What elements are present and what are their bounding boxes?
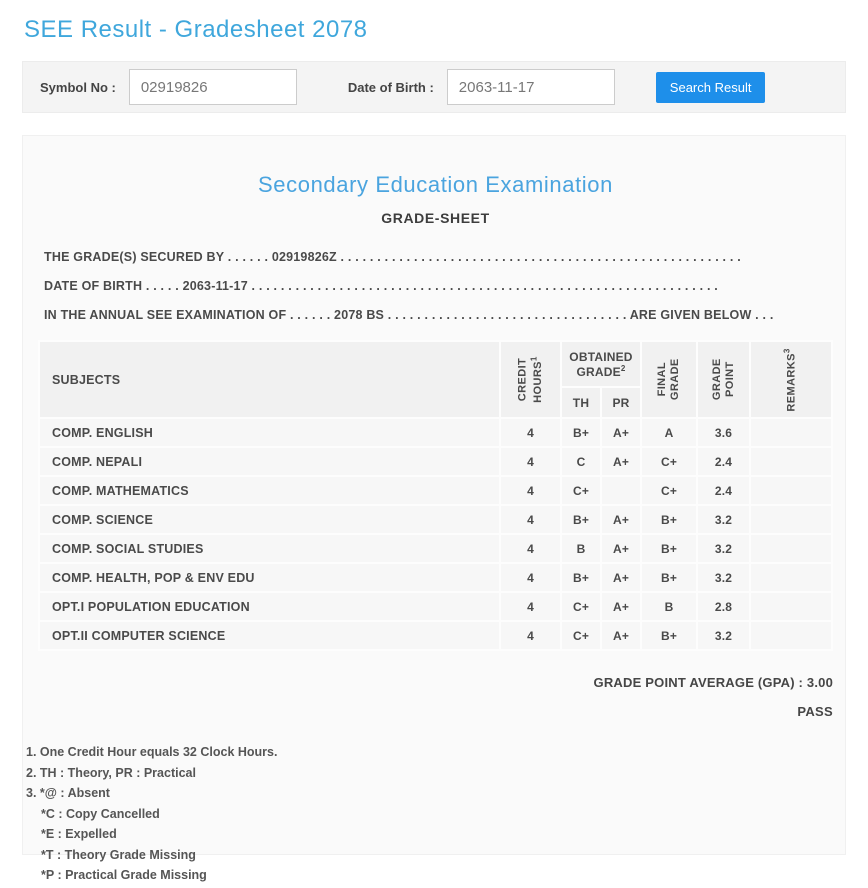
final-grade-cell: B+ <box>642 564 696 591</box>
symbol-no-input[interactable] <box>129 69 297 105</box>
remarks-cell <box>751 477 831 504</box>
pr-grade-cell: A+ <box>602 419 640 446</box>
grade-point-cell: 3.2 <box>698 564 749 591</box>
pr-grade-cell: A+ <box>602 448 640 475</box>
grade-point-cell: 3.2 <box>698 535 749 562</box>
gradesheet-card <box>22 135 846 882</box>
header-credit-hours: CREDIT HOURS$^1$ <box>501 342 560 417</box>
th-grade-cell: B+ <box>562 419 600 446</box>
intro-line-date-of-birth: DATE OF BIRTH . . . . . 2063-11-17 . . . . . . . . . . . . . . . . . . . . . . . . . . . . . . . . . . . . . . . . . . . . . . . . . . . . . . . . . . . . . . . . <box>44 279 718 293</box>
credit-cell: 4 <box>501 622 560 649</box>
footnotes <box>26 742 833 886</box>
subject-cell: OPT.I POPULATION EDUCATION <box>40 593 499 620</box>
header-subjects: SUBJECTS <box>40 342 499 417</box>
footnote-item: *E : Expelled <box>41 827 117 841</box>
footnote-item: *T : Theory Grade Missing <box>41 847 196 862</box>
intro-line-grades-secured: THE GRADE(S) SECURED BY . . . . . . 02919826Z . . . . . . . . . . . . . . . . . . . . . . . . . . . . . . . . . . . . . . . . . . . . . . . . . . . . . . . <box>44 250 741 264</box>
table-row <box>40 564 831 591</box>
th-grade-cell: C+ <box>562 622 600 649</box>
remarks-cell <box>751 535 831 562</box>
grade-point-cell: 3.6 <box>698 419 749 446</box>
date-of-birth-input[interactable] <box>447 69 615 105</box>
pr-grade-cell: A+ <box>602 535 640 562</box>
final-grade-cell: B+ <box>642 506 696 533</box>
grade-point-cell: 2.8 <box>698 593 749 620</box>
table-row <box>40 448 831 475</box>
table-row <box>40 419 831 446</box>
subject-cell: COMP. HEALTH, POP & ENV EDU <box>40 564 499 591</box>
header-final-grade: FINAL GRADE <box>642 342 696 417</box>
header-pr: PR <box>602 388 640 417</box>
pr-grade-cell: A+ <box>602 622 640 649</box>
search-bar <box>22 61 846 113</box>
credit-cell: 4 <box>501 564 560 591</box>
pr-grade-cell: A+ <box>602 593 640 620</box>
exam-heading: Secondary Education Examination <box>258 172 613 197</box>
header-remarks: REMARKS$^3$ <box>751 342 831 417</box>
table-row <box>40 593 831 620</box>
credit-cell: 4 <box>501 535 560 562</box>
th-grade-cell: B+ <box>562 506 600 533</box>
grade-point-cell: 3.2 <box>698 506 749 533</box>
credit-cell: 4 <box>501 448 560 475</box>
table-row <box>40 622 831 649</box>
grades-table <box>38 340 833 651</box>
gradesheet-subheading: GRADE-SHEET <box>381 210 490 226</box>
final-grade-cell: C+ <box>642 448 696 475</box>
footnote-item: *P : Practical Grade Missing <box>41 868 207 882</box>
credit-cell: 4 <box>501 419 560 446</box>
remarks-cell <box>751 564 831 591</box>
footnote-item: *C : Copy Cancelled <box>41 806 160 821</box>
credit-cell: 4 <box>501 506 560 533</box>
remarks-cell <box>751 506 831 533</box>
date-of-birth-label: Date of Birth : <box>347 79 434 95</box>
symbol-no-label: Symbol No : <box>40 79 116 95</box>
table-row <box>40 535 831 562</box>
remarks-cell <box>751 419 831 446</box>
grade-point-cell: 2.4 <box>698 448 749 475</box>
pr-grade-cell: A+ <box>602 506 640 533</box>
pr-grade-cell <box>602 477 640 504</box>
final-grade-cell: B+ <box>642 622 696 649</box>
pr-grade-cell: A+ <box>602 564 640 591</box>
subject-cell: COMP. MATHEMATICS <box>40 477 499 504</box>
table-row <box>40 506 831 533</box>
final-grade-cell: A <box>642 419 696 446</box>
search-result-button[interactable]: Search Result <box>656 72 766 103</box>
intro-line-examination: IN THE ANNUAL SEE EXAMINATION OF . . . . . . 2078 BS . . . . . . . . . . . . . . . . . . . . . . . . . . . . . . . . . ARE GIVEN BELOW . . . <box>44 308 774 322</box>
subject-cell: COMP. NEPALI <box>40 448 499 475</box>
credit-cell: 4 <box>501 593 560 620</box>
intro-section <box>38 243 833 330</box>
final-grade-cell: C+ <box>642 477 696 504</box>
table-header-row <box>40 342 831 386</box>
footnote-item: 1. One Credit Hour equals 32 Clock Hours. <box>26 745 278 759</box>
th-grade-cell: B <box>562 535 600 562</box>
remarks-cell <box>751 593 831 620</box>
footnote-item: 3. *@ : Absent <box>26 786 110 800</box>
page-title: SEE Result - Gradesheet 2078 <box>24 16 368 43</box>
footnote-item: 2. TH : Theory, PR : Practical <box>26 765 196 780</box>
gpa-summary: GRADE POINT AVERAGE (GPA) : 3.00 <box>593 675 833 690</box>
th-grade-cell: C+ <box>562 593 600 620</box>
th-grade-cell: C+ <box>562 477 600 504</box>
grade-point-cell: 3.2 <box>698 622 749 649</box>
grade-point-cell: 2.4 <box>698 477 749 504</box>
subject-cell: OPT.II COMPUTER SCIENCE <box>40 622 499 649</box>
final-grade-cell: B+ <box>642 535 696 562</box>
table-row <box>40 477 831 504</box>
subject-cell: COMP. SOCIAL STUDIES <box>40 535 499 562</box>
subject-cell: COMP. SCIENCE <box>40 506 499 533</box>
credit-cell: 4 <box>501 477 560 504</box>
header-grade-point: GRADE POINT <box>698 342 749 417</box>
th-grade-cell: B+ <box>562 564 600 591</box>
header-obtained-grade: OBTAINED GRADE$^2$ <box>562 342 640 386</box>
result-status: PASS <box>797 704 833 719</box>
header-th: TH <box>562 388 600 417</box>
remarks-cell <box>751 448 831 475</box>
remarks-cell <box>751 622 831 649</box>
th-grade-cell: C <box>562 448 600 475</box>
final-grade-cell: B <box>642 593 696 620</box>
subject-cell: COMP. ENGLISH <box>40 419 499 446</box>
